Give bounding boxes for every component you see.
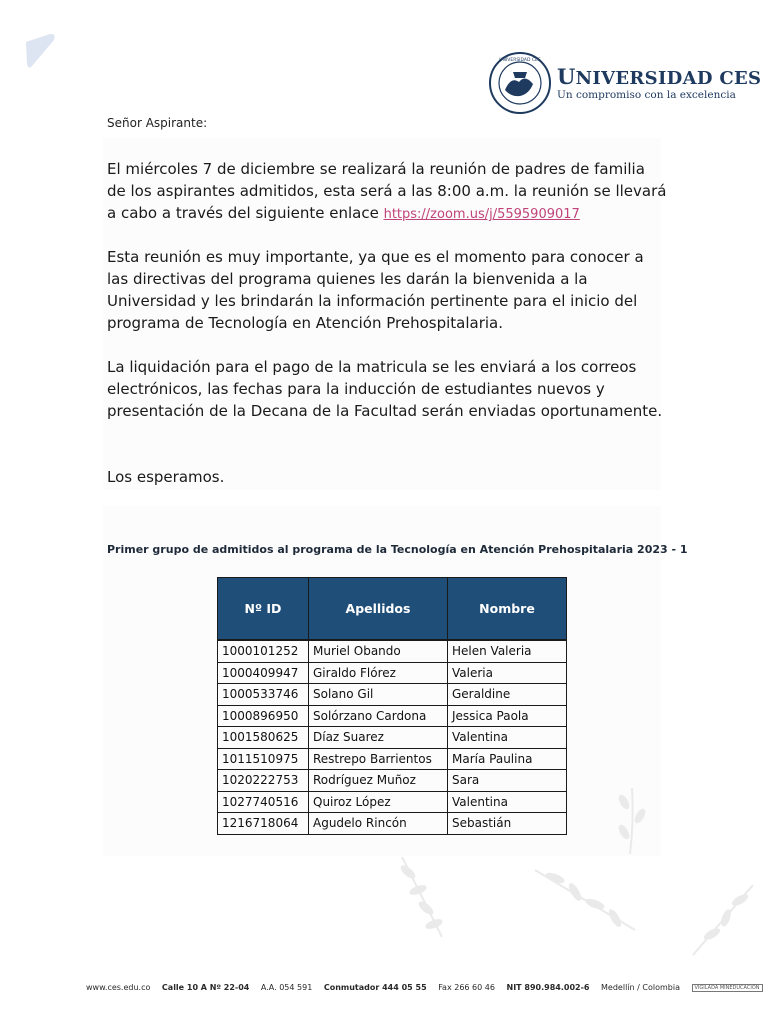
name-cell: Geraldine: [448, 684, 567, 706]
name-cell: Valentina: [448, 791, 567, 813]
table-row: [218, 791, 567, 813]
table-row: [218, 640, 567, 662]
name-cell: Valeria: [448, 662, 567, 684]
logo-tagline: Un compromiso con la excelencia: [557, 89, 736, 101]
logo-brand: UNIVERSIDAD CES: [557, 64, 762, 89]
laurel-sprig-icon: [688, 880, 758, 960]
admitted-table: [217, 577, 567, 835]
id-cell: 1000101252: [218, 640, 309, 662]
table-title: Primer grupo de admitidos al programa de la Tecnología en Atención Prehospitalaria 2023 - 1: [107, 543, 688, 556]
footer-badge: VIGILADA MINEDUCACIÓN: [692, 984, 763, 992]
table-row: [218, 748, 567, 770]
surname-cell: Rodríguez Muñoz: [309, 770, 448, 792]
table-row: [218, 662, 567, 684]
closing-line: Los esperamos.: [107, 468, 225, 486]
name-cell: Sara: [448, 770, 567, 792]
table-row: [218, 727, 567, 749]
table-row: [218, 813, 567, 835]
header-id: Nº ID: [218, 578, 309, 641]
id-cell: 1216718064: [218, 813, 309, 835]
name-cell: Helen Valeria: [448, 640, 567, 662]
table-header-row: [218, 578, 567, 641]
footer-web: www.ces.edu.co: [86, 983, 151, 992]
id-cell: 1020222753: [218, 770, 309, 792]
footer-switchboard: Conmutador 444 05 55: [323, 983, 427, 992]
footer-aa: A.A. 054 591: [260, 983, 313, 992]
surname-cell: Solórzano Cardona: [309, 705, 448, 727]
footer-fax: Fax 266 60 46: [438, 983, 495, 992]
footer-nit: NIT 890.984.002-6: [506, 983, 590, 992]
zoom-link[interactable]: https://zoom.us/j/5595909017: [383, 207, 580, 222]
table-row: [218, 770, 567, 792]
surname-cell: Giraldo Flórez: [309, 662, 448, 684]
id-cell: 1011510975: [218, 748, 309, 770]
table-row: [218, 684, 567, 706]
footer: [86, 983, 768, 992]
surname-cell: Muriel Obando: [309, 640, 448, 662]
surname-cell: Díaz Suarez: [309, 727, 448, 749]
id-cell: 1000409947: [218, 662, 309, 684]
name-cell: Jessica Paola: [448, 705, 567, 727]
salutation: Señor Aspirante:: [107, 116, 208, 130]
surname-cell: Restrepo Barrientos: [309, 748, 448, 770]
name-cell: Sebastián: [448, 813, 567, 835]
footer-address: Calle 10 A Nº 22-04: [161, 983, 250, 992]
footer-city: Medellín / Colombia: [601, 983, 680, 992]
header-nombre: Nombre: [448, 578, 567, 641]
importance-paragraph: Esta reunión es muy importante, ya que es el momento para conocer a las directivas del programa quienes les darán la bienvenida a la Universidad y les brindarán la información pertinente para el inicio del programa de Tecnología en Atención Prehospitalaria.: [107, 248, 644, 332]
svg-text:UNIVERSIDAD CES: UNIVERSIDAD CES: [499, 58, 541, 63]
laurel-sprig-icon: [530, 860, 640, 940]
name-cell: Valentina: [448, 727, 567, 749]
laurel-sprig-icon: [392, 852, 452, 942]
meeting-text: El miércoles 7 de diciembre se realizará la reunión de padres de familia de los aspirantes admitidos, esta será a las 8:00 a.m. la reunión se llevará a cabo a través del siguiente enlace: [107, 160, 667, 222]
id-cell: 1000896950: [218, 705, 309, 727]
id-cell: 1000533746: [218, 684, 309, 706]
university-logo: [489, 52, 762, 116]
surname-cell: Solano Gil: [309, 684, 448, 706]
university-seal-icon: [489, 52, 551, 114]
table-row: [218, 705, 567, 727]
corner-triangle-icon: [26, 34, 56, 68]
id-cell: 1027740516: [218, 791, 309, 813]
meeting-paragraph: [107, 158, 667, 226]
id-cell: 1001580625: [218, 727, 309, 749]
name-cell: María Paulina: [448, 748, 567, 770]
tuition-paragraph: La liquidación para el pago de la matricula se les enviará a los correos electrónicos, las fechas para la inducción de estudiantes nuevos y presentación de la Decana de la Facultad serán enviadas oportunamente.: [107, 358, 663, 420]
header-apellidos: Apellidos: [309, 578, 448, 641]
laurel-sprig-icon: [612, 786, 652, 856]
surname-cell: Quiroz López: [309, 791, 448, 813]
surname-cell: Agudelo Rincón: [309, 813, 448, 835]
